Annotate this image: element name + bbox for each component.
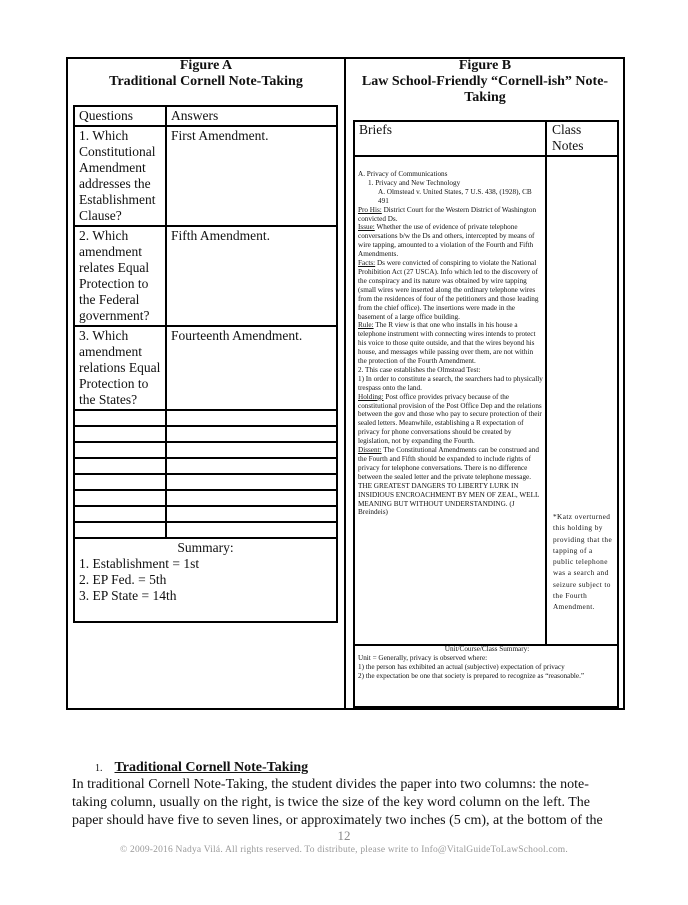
- summary-line: 1. Establishment = 1st: [79, 556, 200, 571]
- summary-heading: Summary:: [177, 540, 234, 555]
- cornell-table: [73, 105, 338, 623]
- briefs-header: Briefs: [359, 122, 392, 137]
- test-item: 1) In order to constitute a search, the searchers had to physically trespass onto the land.: [358, 374, 543, 392]
- table-row: [74, 226, 337, 326]
- summary-row: [74, 538, 337, 622]
- summary-line: 3. EP State = 14th: [79, 588, 177, 603]
- pro-his-label: Pro His:: [358, 205, 382, 214]
- answer-cell: Fourteenth Amendment.: [166, 326, 337, 410]
- dissent-text: The Constitutional Amendments can be construed and the Fourth and Fifth should be expanded to include rights of privacy for telephone conversations. There is no difference between the sealed letter and the private telephone message. THE GREATEST DANGERS TO LIBERTY LURK IN INSIDIOUS ENCROACHMENT BY MEN OF ZEAL, WELL MEANING BUT WITHOUT UNDERSTANDING. (J Breindeis): [358, 446, 540, 517]
- rule-text: The R view is that one who installs in his house a telephone instrument with connecting wires intends to protect his voice to those quite outside, and that the wires beyond his house, and messages while passing over them, are not within the protection of the Fourth Amendment.: [358, 321, 536, 366]
- test-intro: 2. This case establishes the Olmstead Test:: [358, 365, 481, 374]
- table-row: [74, 326, 337, 410]
- outline-subheading: 1. Privacy and New Technology: [368, 178, 461, 187]
- empty-row: [74, 410, 337, 426]
- unit-summary-heading: Unit/Course/Class Summary:: [444, 645, 530, 653]
- summary-line: 2. EP Fed. = 5th: [79, 572, 167, 587]
- empty-row: [74, 506, 337, 522]
- unit-summary-line: Unit = Generally, privacy is observed where:: [358, 654, 488, 662]
- holding-text: Post office provides privacy because of the constitutional provision of the Post Office Dep and the relations between the gov and those who pay to secure protection of their sealed letters. Meanwhile, establishing a R expectation of privacy for phone conversations should be created by legislation, not by expanding the Fourth.: [358, 392, 542, 446]
- unit-summary: [358, 645, 616, 681]
- issue-label: Issue:: [358, 223, 375, 232]
- rule: [358, 321, 543, 366]
- brief-notes: [358, 170, 543, 517]
- facts: [358, 259, 543, 321]
- class-notes-header: Class Notes: [552, 122, 584, 153]
- empty-row: [74, 426, 337, 442]
- figure-a-title: Traditional Cornell Note-Taking: [109, 74, 303, 89]
- figure-b-title: Law School-Friendly “Cornell-ish” Note-Taking: [361, 74, 609, 105]
- unit-summary-line: 2) the expectation be one that society is prepared to recognize as “reasonable.”: [358, 672, 585, 680]
- empty-row: [74, 458, 337, 474]
- figure-a-label: Figure A: [179, 58, 233, 73]
- case-citation: A. Olmstead v. United States, 7 U.S. 438, (1928), CB 491: [378, 187, 532, 205]
- rule-label: Rule:: [358, 321, 374, 330]
- figure-divider: [344, 57, 346, 710]
- section-title: Traditional Cornell Note-Taking: [114, 760, 309, 775]
- section-number: 1.: [95, 763, 103, 774]
- outline-heading: A. Privacy of Communications: [358, 170, 448, 178]
- empty-row: [74, 522, 337, 538]
- figure-b-heading: [350, 58, 620, 106]
- body-paragraph: In traditional Cornell Note-Taking, the student divides the paper into two columns: the note-taking column, usually on the right, is twice the size of the key word column on the left. The paper should have five to seven lines, or approximately two inches (5 cm), at the bottom of the: [72, 777, 603, 828]
- holding-label: Holding:: [358, 392, 384, 401]
- question-cell: 2. Which amendment relates Equal Protection to the Federal government?: [74, 226, 166, 326]
- table-header-row: [74, 106, 337, 126]
- figure-a-heading: [70, 58, 342, 90]
- facts-text: Ds were convicted of conspiring to violate the National Prohibition Act (27 USCA). Info which led to the discovery of the conspiracy and its nature was obtained by wire tapping (small wires were inserted along the ordinary telephone wires from the residences of four of the petitioners and those leading from the chief office). The insertions were made in the basement of a large office building.: [358, 259, 539, 321]
- section-heading: [95, 760, 308, 776]
- issue: [358, 223, 543, 259]
- facts-label: Facts:: [358, 259, 376, 268]
- copyright-footer: © 2009-2016 Nadya Vilá. All rights reserved. To distribute, please write to Info@VitalGuideToLawSchool.com.: [120, 845, 568, 855]
- figure-b-column-rule: [545, 120, 547, 644]
- table-row: [74, 126, 337, 226]
- figure-b-header-rule: [353, 155, 619, 157]
- holding: [358, 393, 543, 446]
- questions-header: Questions: [74, 106, 166, 126]
- question-cell: 3. Which amendment relations Equal Protection to the States?: [74, 326, 166, 410]
- question-cell: 1. Which Constitutional Amendment addresses the Establishment Clause?: [74, 126, 166, 226]
- page-number: 12: [337, 828, 351, 843]
- dissent-label: Dissent:: [358, 446, 382, 455]
- procedural-history: [358, 206, 543, 224]
- figure-b-label: Figure B: [458, 58, 512, 73]
- empty-row: [74, 474, 337, 490]
- empty-row: [74, 442, 337, 458]
- class-note: *Katz overturned this holding by providing that the tapping of a public telephone was a search and seizure subject to the Fourth Amendment.: [553, 512, 613, 612]
- empty-row: [74, 490, 337, 506]
- issue-text: Whether the use of evidence of private telephone conversations b/w the Ds and others, intercepted by means of wire tapping, amounted to a violation of the Fourth and Fifth Amendments.: [358, 223, 535, 259]
- dissent: [358, 446, 543, 517]
- summary-cell: [74, 538, 337, 622]
- pro-his-text: District Court for the Western District of Washington convicted Ds.: [358, 205, 537, 223]
- unit-summary-line: 1) the person has exhibited an actual (subjective) expectation of privacy: [358, 663, 565, 671]
- answers-header: Answers: [166, 106, 337, 126]
- answer-cell: First Amendment.: [166, 126, 337, 226]
- answer-cell: Fifth Amendment.: [166, 226, 337, 326]
